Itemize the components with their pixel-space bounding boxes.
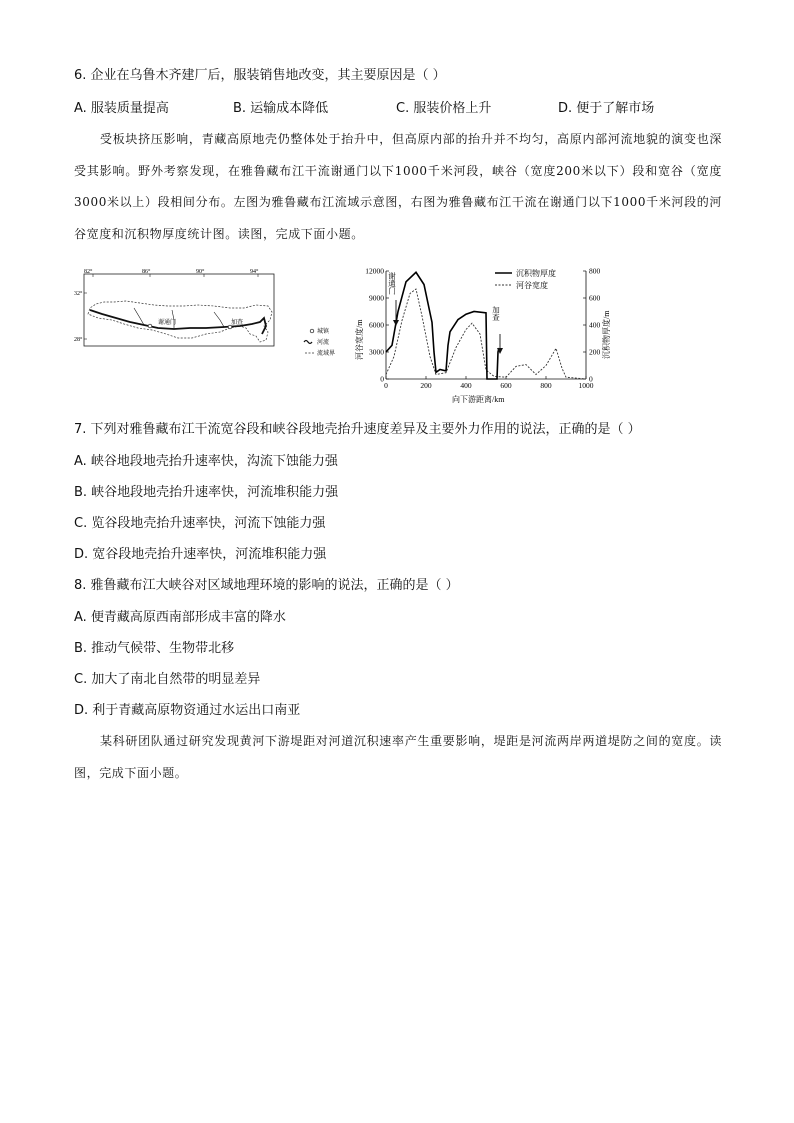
legend-river-icon [304,341,312,344]
y-right-label: 沉积物厚度/m [602,310,611,359]
basin-boundary [88,301,272,342]
series-line-sediment [386,272,499,379]
q8-stem: 8. 雅鲁藏布江大峡谷对区域地理环境的影响的说法，正确的是（ ） [74,578,459,593]
basin-map [74,268,359,358]
y-right-tick-label: 600 [589,293,601,303]
x-tick-label: 800 [540,381,552,390]
legend-boundary: 流域界 [317,351,336,357]
q7-option-a: A. 峡谷地段地壳抬升速率快，沟流下蚀能力强 [74,454,338,469]
lon-label-86: 86° [142,269,151,275]
x-tick-label: 400 [460,381,472,390]
legend-width: 河谷宽度 [516,281,548,290]
q7-option-b: B. 峡谷地段地壳抬升速率快，河流堆积能力强 [74,485,339,500]
q6-option-a: A. 服装质量提高 [74,101,169,116]
q7-option-c: C. 览谷段地壳抬升速率快，河流下蚀能力强 [74,516,326,531]
y-right-tick-label: 800 [589,266,601,276]
label-jiacha: 加查 [231,320,244,326]
lon-label-82: 82° [84,269,93,275]
legend-town: 城镇 [317,329,330,335]
q8-option-b: B. 推动气候带、生物带北移 [74,641,235,656]
q7-stem: 7. 下列对雅鲁藏布江干流宽谷段和峡谷段地壳抬升速度差异及主要外力作用的说法，正确的是（ ） [74,422,641,437]
y-left-tick-label: 0 [380,374,384,384]
y-left-tick-label: 3000 [369,347,384,357]
passage-1: 受板块挤压影响，青藏高原地壳仍整体处于抬升中，但高原内部的抬升并不均匀，高原内部河流地貌的演变也深受其影响。野外考察发现，在雅鲁藏布江干流谢通门以下1000千米河段，峡谷（宽度200米以下）段和宽谷（宽度3000米以上）段相间分布。左图为雅鲁藏布江流域示意图，右图为雅鲁藏布江干流在谢通门以下1000千米河段的河谷宽度和沉积物厚度统计图。读图，完成下面小题。 [74,132,722,241]
y-left-tick-label: 12000 [365,266,384,276]
lat-label-32: 32° [74,291,83,297]
q6-option-b: B. 运输成本降低 [233,101,329,116]
q8-option-a: A. 便青藏高原西南部形成丰富的降水 [74,610,286,625]
legend-sediment: 沉积物厚度 [516,269,556,278]
lon-label-90: 90° [196,269,205,275]
y-left-tick-label: 9000 [369,293,384,303]
lat-label-28: 28° [74,337,83,343]
y-right-tick-label: 400 [589,320,601,330]
x-label: 向下游距离/km [452,395,505,404]
y-right-tick-label: 0 [589,374,593,384]
annotation-jiacha: 加查 [491,306,501,321]
tributary [214,312,224,327]
q6-stem: 6. 企业在乌鲁木齐建厂后，服装销售地改变，其主要原因是（ ） [74,68,446,83]
width-sediment-chart [340,262,610,407]
arrowhead-xietongmen [393,320,399,326]
map-frame [84,274,274,346]
x-tick-label: 1000 [578,381,594,390]
town-xietongmen [148,324,152,328]
lon-label-94: 94° [250,269,259,275]
y-right-tick-label: 200 [589,347,601,357]
q6-option-d: D. 便于了解市场 [558,101,655,116]
x-tick-label: 0 [384,381,388,390]
q8-option-d: D. 利于青藏高原物资通过水运出口南亚 [74,703,301,718]
x-tick-label: 600 [500,381,512,390]
q7-option-d: D. 宽谷段地壳抬升速率快，河流堆积能力强 [74,547,327,562]
q6-option-c: C. 服装价格上升 [396,101,492,116]
y-left-tick-label: 6000 [369,320,384,330]
y-left-label: 河谷宽度/m [355,319,364,360]
legend-town-icon [310,329,314,333]
x-tick-label: 200 [420,381,432,390]
q8-option-c: C. 加大了南北自然带的明显差异 [74,672,261,687]
passage-2: 某科研团队通过研究发现黄河下游堤距对河道沉积速率产生重要影响，堤距是河流两岸两道堤防之间的宽度。读图，完成下面小题。 [74,734,722,780]
annotation-xietongmen: 谢通门 [387,272,397,295]
label-xietongmen: 谢通门 [158,320,177,326]
legend-river: 河流 [317,340,330,346]
